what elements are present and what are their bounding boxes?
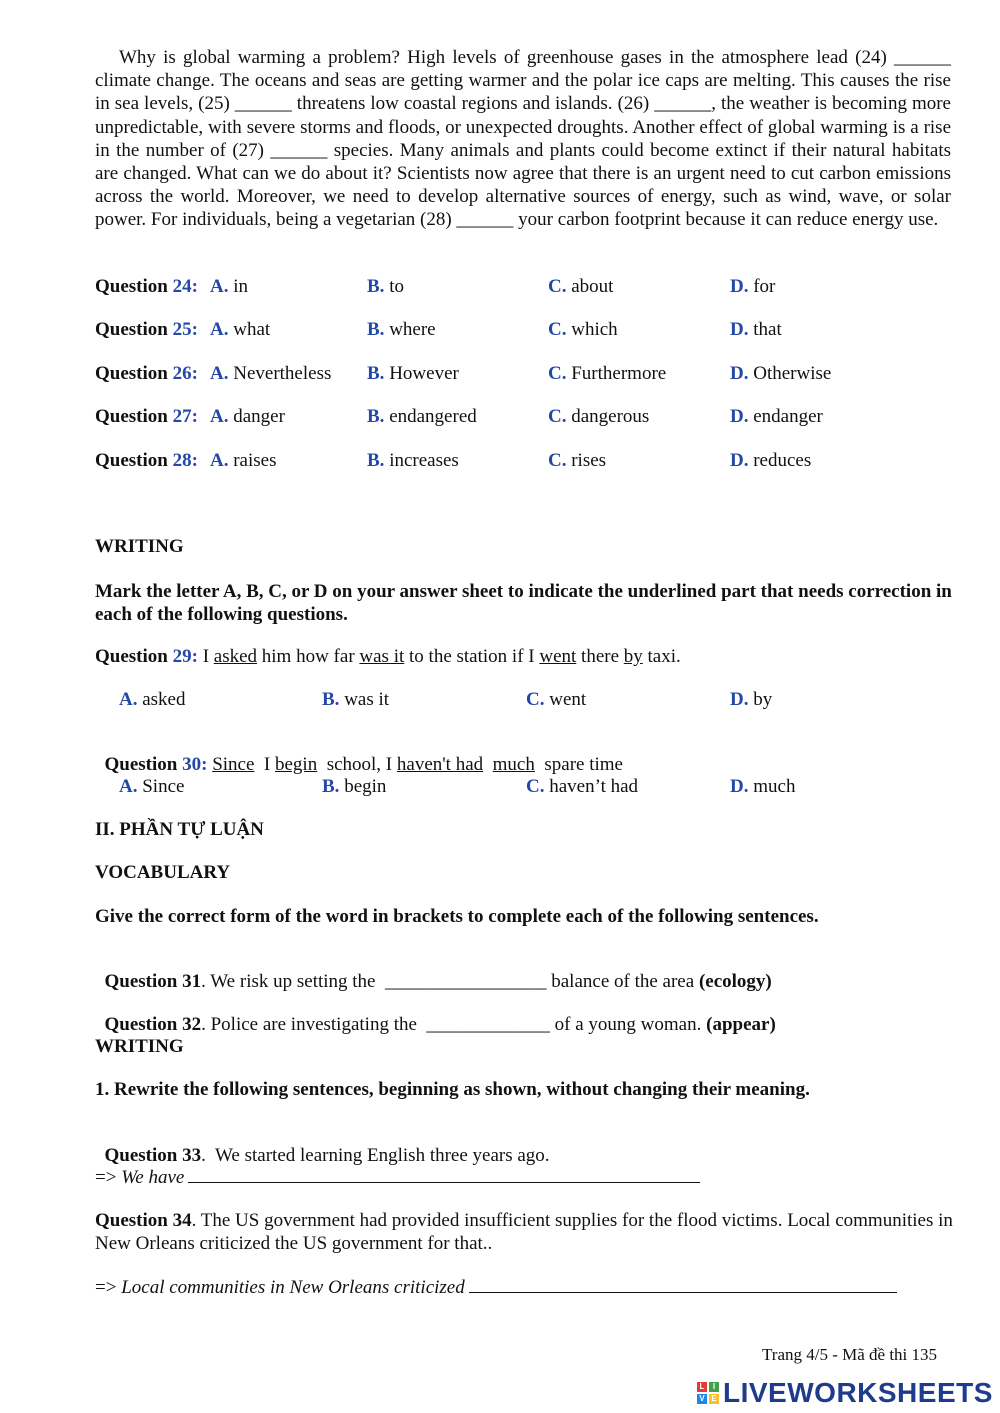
option-letter: D. — [730, 276, 749, 297]
option-letter: B. — [322, 689, 340, 710]
q24-option-c[interactable] — [548, 276, 613, 298]
q28-option-a[interactable] — [210, 450, 277, 472]
question-label: Question — [95, 646, 173, 667]
liveworksheets-logo — [697, 1378, 993, 1408]
mc-question-28 — [95, 450, 198, 472]
mc-question-26 — [95, 363, 198, 385]
option-text: which — [566, 319, 618, 340]
q24-option-d[interactable] — [730, 276, 775, 298]
q27-option-a[interactable] — [210, 406, 285, 428]
option-text: endanger — [748, 406, 823, 427]
option-letter: B. — [322, 776, 340, 797]
writing2-heading: WRITING — [95, 1036, 184, 1057]
question-number: 24: — [172, 276, 198, 297]
option-text: that — [748, 319, 782, 340]
option-letter: B. — [367, 406, 385, 427]
underlined-part-c: haven't had — [396, 754, 484, 775]
option-letter: D. — [730, 406, 749, 427]
mc-question-24 — [95, 276, 198, 298]
logo-mark-letter: I — [709, 1382, 719, 1392]
q30-option-b[interactable] — [322, 776, 386, 798]
prompt-text: Local communities in New Orleans criticized — [121, 1277, 465, 1298]
question-label: Question — [95, 363, 173, 384]
question-34 — [95, 1209, 955, 1255]
option-text: in — [228, 276, 249, 297]
option-letter: A. — [119, 689, 138, 710]
option-text: much — [748, 776, 796, 797]
option-text: raises — [228, 450, 277, 471]
vocabulary-instruction: Give the correct form of the word in brackets to complete each of the following sentences. — [95, 906, 819, 927]
question-30 — [95, 732, 623, 776]
text-part: . Police are investigating the — [201, 1014, 427, 1035]
bracket-word: (appear) — [706, 1014, 776, 1035]
q26-option-c[interactable] — [548, 363, 666, 385]
question-label: Question 32 — [104, 1014, 202, 1035]
q29-option-a[interactable] — [119, 689, 186, 711]
option-text: what — [228, 319, 271, 340]
mc-question-27 — [95, 406, 198, 428]
q25-option-b[interactable] — [367, 319, 436, 341]
option-text: to — [384, 276, 404, 297]
option-text: However — [384, 363, 459, 384]
q34-answer-line — [95, 1276, 897, 1299]
question-label: Question — [95, 406, 173, 427]
underlined-part-d: much — [492, 754, 535, 775]
reading-passage: Why is global warming a problem? High levels of greenhouse gases in the atmosphere lead (24) ______ climate change. The oceans and seas are getting warmer and the polar ice caps are melting. This causes the rise in sea levels, (25) ______ threatens low coastal regions and islands. (26) ______, the weather is becoming more unpredictable, with severe storms and floods, or unexpected droughts. Another effect of global warming is a rise in the number of (27) ______ species. Many animals and plants could become extinct if their natural habitats are changed. What can we do about it? Scientists now agree that there is an urgent need to cut carbon emissions across the world. Moreover, we need to develop alternative sources of energy, such as wind, wave, or solar power. For individuals, being a vegetarian (28) ______ your carbon footprint because it can reduce energy use. — [95, 47, 951, 231]
q24-option-b[interactable] — [367, 276, 404, 298]
option-text: danger — [228, 406, 285, 427]
question-32 — [95, 992, 776, 1036]
question-label: Question — [95, 450, 173, 471]
q29-option-c[interactable] — [526, 689, 586, 711]
option-text: increases — [384, 450, 459, 471]
logo-mark-letter: V — [697, 1394, 707, 1404]
option-letter: C. — [548, 363, 567, 384]
option-letter: A. — [210, 363, 229, 384]
question-number: 28: — [172, 450, 198, 471]
writing-heading: WRITING — [95, 536, 184, 557]
text-part: to the station if I — [404, 646, 540, 667]
q28-option-c[interactable] — [548, 450, 606, 472]
arrow-prompt: => — [95, 1167, 122, 1188]
question-label: Question 31 — [104, 971, 202, 992]
q30-option-d[interactable] — [730, 776, 795, 798]
rewrite-instruction: 1. Rewrite the following sentences, beginning as shown, without changing their meaning. — [95, 1079, 810, 1100]
question-29 — [95, 646, 681, 668]
q27-option-b[interactable] — [367, 406, 477, 428]
q28-option-b[interactable] — [367, 450, 459, 472]
option-letter: A. — [210, 450, 229, 471]
question-number: 30: — [182, 754, 208, 775]
question-31 — [95, 949, 772, 993]
question-label: Question — [104, 754, 183, 775]
page-footer: Trang 4/5 - Mã đề thi 135 — [762, 1345, 938, 1364]
option-text: asked — [137, 689, 186, 710]
q30-option-a[interactable] — [119, 776, 184, 798]
text-part: balance of the area — [546, 971, 699, 992]
question-number: 25: — [172, 319, 198, 340]
option-letter: D. — [730, 450, 749, 471]
text-part: there — [576, 646, 624, 667]
option-letter: C. — [526, 776, 545, 797]
option-text: haven’t had — [544, 776, 639, 797]
prompt-text: We have — [121, 1167, 185, 1188]
option-letter: A. — [210, 319, 229, 340]
q28-option-d[interactable] — [730, 450, 811, 472]
option-letter: B. — [367, 363, 385, 384]
q29-option-b[interactable] — [322, 689, 389, 711]
option-letter: D. — [730, 363, 749, 384]
q30-option-c[interactable] — [526, 776, 638, 798]
q33-answer-line — [95, 1166, 700, 1189]
logo-mark-letter: L — [697, 1382, 707, 1392]
option-text: about — [566, 276, 614, 297]
question-text: . The US government had provided insufficient supplies for the flood victims. Local communities in New Orleans criticized the US government for that.. — [95, 1210, 953, 1254]
text-part: . We risk up setting the — [201, 971, 385, 992]
q29-option-d[interactable] — [730, 689, 772, 711]
question-number: 26: — [172, 363, 198, 384]
part2-heading: II. PHẦN TỰ LUẬN — [95, 819, 264, 840]
answer-blank[interactable]: _________________ — [385, 971, 547, 992]
text-part: school, I — [317, 754, 397, 775]
option-letter: A. — [210, 406, 229, 427]
q25-option-d[interactable] — [730, 319, 782, 341]
underlined-part-a: Since — [212, 754, 255, 775]
question-number: 29: — [172, 646, 198, 667]
answer-line[interactable] — [188, 1166, 700, 1183]
option-text: dangerous — [566, 406, 650, 427]
option-text: for — [748, 276, 776, 297]
option-letter: A. — [119, 776, 138, 797]
option-text: went — [544, 689, 587, 710]
option-text: where — [384, 319, 436, 340]
option-text: Otherwise — [748, 363, 832, 384]
text-part: him how far — [257, 646, 360, 667]
q24-option-a[interactable] — [210, 276, 248, 298]
q27-option-d[interactable] — [730, 406, 823, 428]
option-text: begin — [339, 776, 387, 797]
q26-option-d[interactable] — [730, 363, 831, 385]
option-letter: B. — [367, 450, 385, 471]
option-letter: C. — [548, 319, 567, 340]
option-text: endangered — [384, 406, 477, 427]
mc-question-25 — [95, 319, 198, 341]
question-label: Question — [95, 276, 173, 297]
question-label: Question — [95, 319, 173, 340]
logo-text: LIVEWORKSHEETS — [723, 1377, 993, 1408]
option-letter: B. — [367, 319, 385, 340]
q27-option-c[interactable] — [548, 406, 649, 428]
option-letter: C. — [548, 276, 567, 297]
logo-mark-icon — [697, 1382, 719, 1404]
underlined-part-d: by — [623, 646, 643, 667]
option-text: was it — [339, 689, 390, 710]
option-letter: C. — [526, 689, 545, 710]
question-label: Question 34 — [95, 1210, 192, 1231]
option-letter: C. — [548, 450, 567, 471]
answer-line[interactable] — [469, 1276, 897, 1293]
question-33 — [95, 1123, 550, 1167]
question-number: 27: — [172, 406, 198, 427]
text-part: I — [197, 646, 214, 667]
underlined-part-c: went — [539, 646, 577, 667]
option-letter: D. — [730, 776, 749, 797]
underlined-part-b: begin — [274, 754, 318, 775]
option-text: Nevertheless — [228, 363, 332, 384]
answer-blank[interactable]: _____________ — [426, 1014, 550, 1035]
question-label: Question 33 — [104, 1145, 202, 1166]
error-instruction: Mark the letter A, B, C, or D on your answer sheet to indicate the underlined part that needs correction in each of the following questions. — [95, 581, 952, 625]
text-part: spare time — [534, 754, 623, 775]
option-letter: D. — [730, 689, 749, 710]
arrow-prompt: => — [95, 1277, 122, 1298]
q26-option-b[interactable] — [367, 363, 459, 385]
vocabulary-heading: VOCABULARY — [95, 862, 231, 883]
option-text: rises — [566, 450, 607, 471]
text-part — [483, 754, 493, 775]
underlined-part-a: asked — [213, 646, 258, 667]
option-letter: C. — [548, 406, 567, 427]
option-letter: D. — [730, 319, 749, 340]
option-letter: B. — [367, 276, 385, 297]
option-text: Since — [137, 776, 185, 797]
option-text: Furthermore — [566, 363, 667, 384]
option-text: reduces — [748, 450, 812, 471]
q26-option-a[interactable] — [210, 363, 331, 385]
question-text: . We started learning English three years ago. — [201, 1145, 550, 1166]
option-text: by — [748, 689, 773, 710]
text-part: of a young woman. — [549, 1014, 707, 1035]
underlined-part-b: was it — [359, 646, 405, 667]
text-part: I — [254, 754, 275, 775]
option-letter: A. — [210, 276, 229, 297]
logo-mark-letter: E — [709, 1394, 719, 1404]
text-part: taxi. — [642, 646, 681, 667]
q25-option-a[interactable] — [210, 319, 270, 341]
q25-option-c[interactable] — [548, 319, 618, 341]
bracket-word: (ecology) — [698, 971, 772, 992]
